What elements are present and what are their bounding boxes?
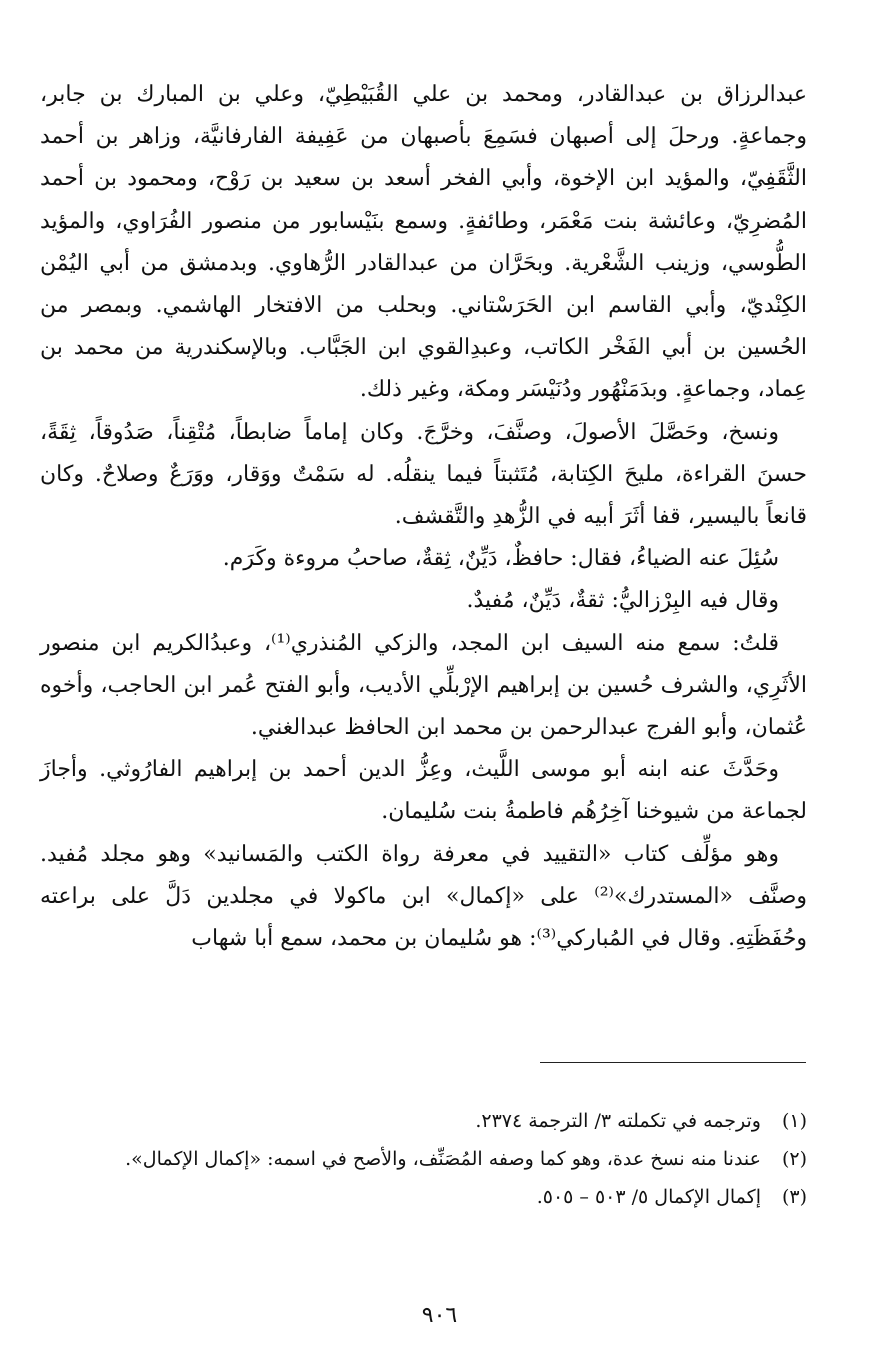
page-number: ٩٠٦ bbox=[421, 1303, 458, 1328]
paragraph-5: قلتُ: سمع منه السيف ابن المجد، والزكي المُنذري⁽¹⁾، وعبدُالكريم ابن منصور الأثَرِي، والشرف حُسين بن إبراهيم الإرْبلِّي الأديب، وأبو الفتح عُمر ابن الحاجب، وأخوه عُثمان، وأبو الفرج عبدالرحمن بن محمد ابن الحافظ عبدالغني. bbox=[33, 630, 807, 741]
footnote-text: وترجمه في تكملته ٣/ الترجمة ٢٣٧٤. bbox=[475, 1110, 761, 1132]
footnote-3 bbox=[46, 1180, 807, 1214]
footnote-text: عندنا منه نسخ عدة، وهو كما وصفه المُصَنِّف، والأصح في اسمه: «إكمال الإكمال». bbox=[125, 1148, 761, 1170]
footnote-number: (٣) bbox=[781, 1186, 807, 1208]
footnote-divider bbox=[540, 1062, 806, 1063]
paragraph-4: وقال فيه البِرْزاليُّ: ثقةٌ، دَيِّنٌ، مُفيدٌ. bbox=[466, 588, 779, 614]
paragraph-3: سُئِلَ عنه الضياءُ، فقال: حافظٌ، دَيِّنٌ، ثِقةٌ، صاحبُ مروءة وكَرَم. bbox=[222, 546, 779, 572]
footnote-2 bbox=[46, 1142, 807, 1176]
paragraph-2: ونسخ، وحَصَّلَ الأصولَ، وصنَّفَ، وخرَّجَ. وكان إماماً ضابطاً، مُتْقِناً، صَدُوقاً، ثِقَةً، حسنَ القراءة، مليحَ الكِتابة، مُتَثبتاً فيما ينقلُه. له سَمْتٌ ووَقار، ووَرَعٌ وصلاحٌ. وكان قانعاً باليسير، قفا أثَرَ أبيه في الزُّهدِ والتَّقشف. bbox=[33, 419, 807, 530]
footnote-1 bbox=[46, 1104, 807, 1138]
footnote-number: (٢) bbox=[781, 1148, 807, 1170]
footnotes bbox=[46, 1104, 807, 1218]
paragraph-1: عبدالرزاق بن عبدالقادر، ومحمد بن علي القُبَيْطِيّ، وعلي بن المبارك بن جابر، وجماعةٍ. ورحلَ إلى أصبهان فسَمِعَ بأصبهان من عَفِيفة الفارفانيَّة، وزاهر بن أحمد الثَّقَفِيّ، والمؤيد ابن الإخوة، وأبي الفخر أسعد بن سعيد بن رَوْح، ومحمود بن أحمد المُضرِيّ، وعائشة بنت مَعْمَر، وطائفةٍ. وسمع بنَيْسابور من منصور الفُرَاوي، والمؤيد الطُّوسي، وزينب الشَّعْرية. وبحَرَّان من عبدالقادر الرُّهاوي. وبدمشق من أبي اليُمْن الكِنْديّ، وأبي القاسم ابن الحَرَسْتاني. وبحلب من الافتخار الهاشمي. وبمصر من الحُسين بن أبي الفَخْر الكاتب، وعبدِالقوي ابن الجَبَّاب. وبالإسكندرية من محمد بن عِماد، وجماعةٍ. وبدَمَنْهُور ودُنَيْسَر ومكة، وغير ذلك. bbox=[33, 82, 808, 403]
paragraph-7: وهو مؤلِّف كتاب «التقييد في معرفة رواة الكتب والمَسانيد» وهو مجلد مُفيد. وصنَّف «المستدرك»⁽²⁾ على «إكمال» ابن ماكولا في مجلدين دَلَّ على براعته وحُفَظَتِهِ. وقال في المُباركي⁽³⁾: هو سُليمان بن محمد، سمع أبا شهاب bbox=[33, 841, 808, 952]
footnote-text: إكمال الإكمال ٥/ ٥٠٣ – ٥٠٥. bbox=[536, 1186, 761, 1208]
main-text bbox=[33, 74, 808, 960]
paragraph-6: وحَدَّثَ عنه ابنه أبو موسى اللَّيث، وعِزُّ الدين أحمد بن إبراهيم الفارُوثي. وأجازَ لجماعة من شيوخنا آخِرُهُم فاطمةُ بنت سُليمان. bbox=[33, 757, 807, 825]
footnote-number: (١) bbox=[781, 1110, 807, 1132]
